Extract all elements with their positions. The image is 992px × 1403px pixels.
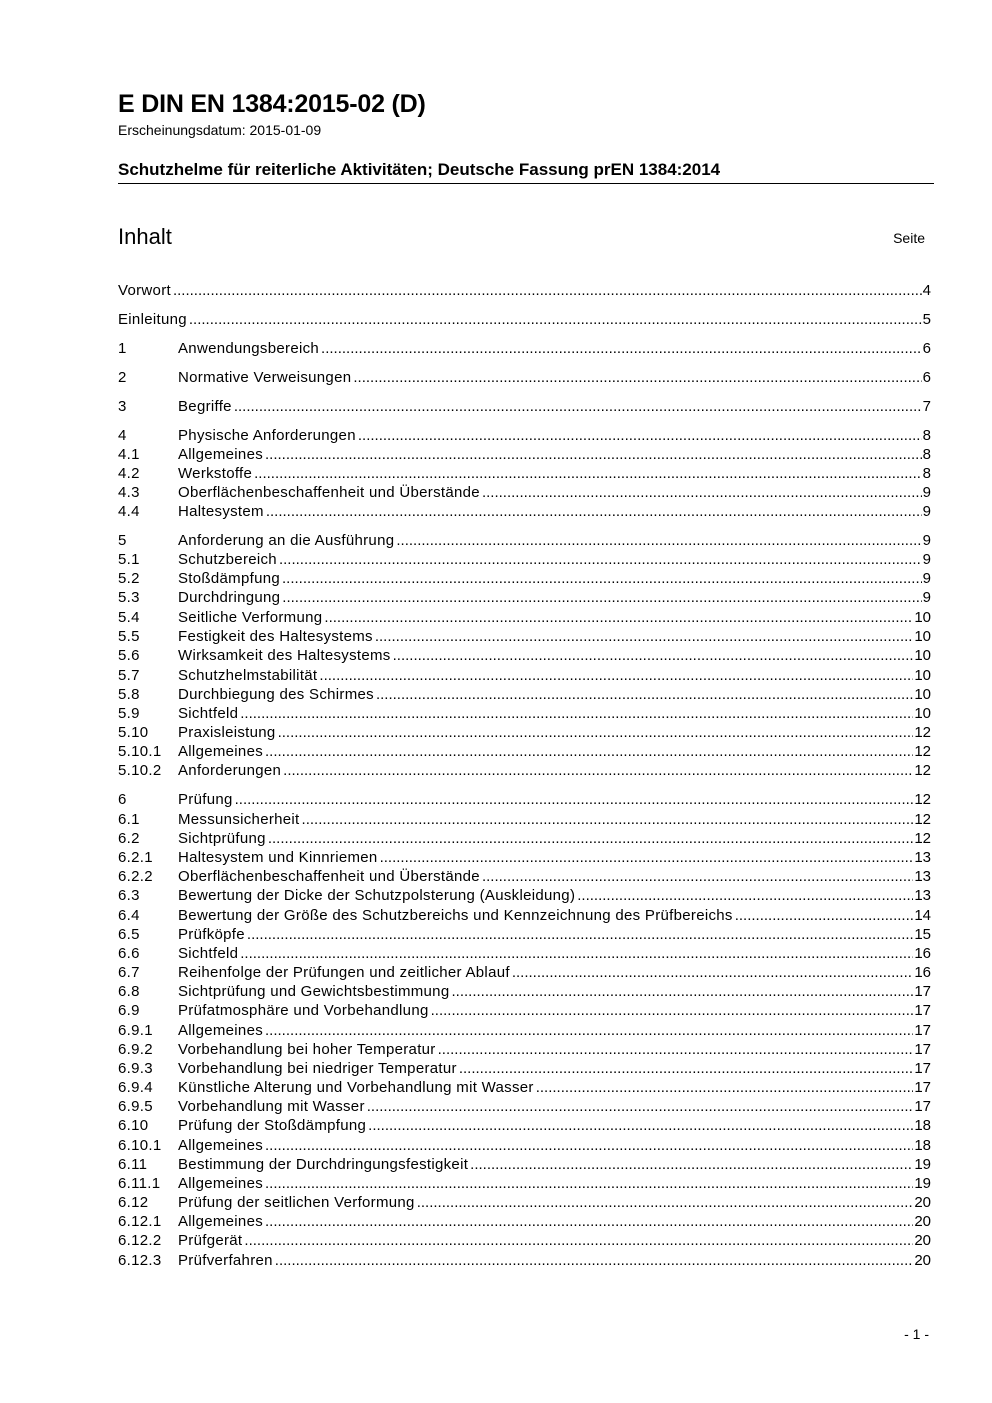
toc-entry-leader-line xyxy=(178,867,931,886)
toc-entry[interactable] xyxy=(118,761,931,780)
toc-entry-title: Praxisleistung xyxy=(178,724,276,741)
toc-entry-number: 6.12 xyxy=(118,1194,149,1211)
toc-entry-dot-leader xyxy=(482,867,913,886)
toc-entry[interactable] xyxy=(118,1059,931,1078)
toc-entry-dot-leader xyxy=(173,281,922,300)
toc-entry[interactable] xyxy=(118,886,931,905)
toc-entry-dot-leader xyxy=(279,550,922,569)
toc-entry[interactable] xyxy=(118,1136,931,1155)
toc-entry-page-number: 12 xyxy=(914,724,931,741)
toc-entry-page-number: 20 xyxy=(914,1194,931,1211)
toc-entry-number: 6.9.4 xyxy=(118,1079,153,1096)
toc-entry-dot-leader xyxy=(319,666,913,685)
toc-entry-title: Allgemeines xyxy=(178,446,264,463)
toc-entry-page-number: 12 xyxy=(914,811,931,828)
toc-entry-page-number: 15 xyxy=(914,926,931,943)
document-title: E DIN EN 1384:2015-02 (D) xyxy=(118,90,426,118)
toc-entry-page-number: 17 xyxy=(914,983,931,1000)
toc-entry-leader-line xyxy=(178,982,931,1001)
toc-entry-number: 4.1 xyxy=(118,446,140,463)
toc-entry-dot-leader xyxy=(265,445,922,464)
toc-entry-number: 6.4 xyxy=(118,907,140,924)
toc-entry-number: 5.10 xyxy=(118,724,149,741)
toc-entry-leader-line xyxy=(178,339,931,358)
toc-entry[interactable] xyxy=(118,1116,931,1135)
toc-entry-page-number: 20 xyxy=(914,1252,931,1269)
toc-entry-page-number: 10 xyxy=(914,609,931,626)
toc-entry-page-number: 18 xyxy=(914,1117,931,1134)
toc-entry-page-number: 9 xyxy=(922,570,931,587)
toc-entry[interactable] xyxy=(118,1212,931,1231)
toc-entry[interactable] xyxy=(118,982,931,1001)
toc-entry-page-number: 17 xyxy=(914,1098,931,1115)
toc-entry[interactable] xyxy=(118,550,931,569)
toc-entry-title: Prüfung der Stoßdämpfung xyxy=(178,1117,367,1134)
toc-entry-leader-line xyxy=(178,569,931,588)
toc-entry-leader-line xyxy=(178,426,931,445)
toc-entry-number: 4 xyxy=(118,427,127,444)
toc-entry[interactable] xyxy=(118,368,931,387)
toc-entry-leader-line xyxy=(178,886,931,905)
toc-entry-number: 6.11 xyxy=(118,1156,148,1173)
toc-entry-number: 6.9.3 xyxy=(118,1060,153,1077)
toc-entry-leader-line xyxy=(178,397,931,416)
toc-entry-title: Oberflächenbeschaffenheit und Überstände xyxy=(178,868,480,885)
toc-entry-page-number: 8 xyxy=(922,427,931,444)
toc-entry-title: Schutzbereich xyxy=(178,551,277,568)
toc-entry-title: Prüfung der seitlichen Verformung xyxy=(178,1194,415,1211)
toc-entry-leader-line xyxy=(178,368,931,387)
toc-entry-number: 6.8 xyxy=(118,983,140,1000)
toc-entry[interactable] xyxy=(118,829,931,848)
toc-entry-number: 4.2 xyxy=(118,465,140,482)
toc-entry-title: Festigkeit des Haltesystems xyxy=(178,628,373,645)
toc-entry-leader-line xyxy=(178,502,931,521)
toc-entry[interactable] xyxy=(118,483,931,502)
toc-entry-leader-line xyxy=(178,483,931,502)
toc-entry[interactable] xyxy=(118,790,931,809)
toc-entry-number: 6.7 xyxy=(118,964,140,981)
toc-entry-leader-line xyxy=(178,1212,931,1231)
document-subtitle: Schutzhelme für reiterliche Aktivitäten; Deutsche Fassung prEN 1384:2014 xyxy=(118,160,721,179)
toc-entry-page-number: 9 xyxy=(922,532,931,549)
toc-entry-dot-leader xyxy=(266,502,922,521)
toc-entry[interactable] xyxy=(118,848,931,867)
toc-entry[interactable] xyxy=(118,1021,931,1040)
toc-entry-leader-line xyxy=(178,848,931,867)
toc-entry-number: 6.6 xyxy=(118,945,140,962)
toc-entry-number: 6.9.2 xyxy=(118,1041,153,1058)
toc-entry-leader-line xyxy=(178,906,931,925)
toc-entry-page-number: 20 xyxy=(914,1213,931,1230)
toc-entry-title: Seitliche Verformung xyxy=(178,609,323,626)
toc-entry-leader-line xyxy=(178,646,931,665)
toc-entry[interactable] xyxy=(118,723,931,742)
toc-entry[interactable] xyxy=(118,310,931,329)
toc-entry-number: 5.5 xyxy=(118,628,140,645)
toc-entry-leader-line xyxy=(178,464,931,483)
toc-entry-title: Prüfung xyxy=(178,791,233,808)
toc-entry-leader-line xyxy=(178,761,931,780)
toc-heading: Inhalt xyxy=(118,224,172,249)
toc-entry-leader-line xyxy=(178,1097,931,1116)
toc-entry-page-number: 5 xyxy=(922,311,931,328)
toc-entry-page-number: 8 xyxy=(922,446,931,463)
toc-entry-page-number: 7 xyxy=(922,398,931,415)
toc-entry-title: Begriffe xyxy=(178,398,232,415)
toc-entry-dot-leader xyxy=(417,1193,914,1212)
toc-entry-dot-leader xyxy=(278,723,914,742)
toc-entry-leader-line xyxy=(178,1116,931,1135)
toc-entry[interactable] xyxy=(118,666,931,685)
toc-entry-number: 6.2.1 xyxy=(118,849,153,866)
toc-entry-title: Reihenfolge der Prüfungen und zeitlicher Ablauf xyxy=(178,964,510,981)
toc-entry-page-number: 19 xyxy=(914,1156,931,1173)
toc-entry-title: Physische Anforderungen xyxy=(178,427,356,444)
toc-entry-leader-line xyxy=(178,790,931,809)
toc-entry-number: 6.5 xyxy=(118,926,140,943)
toc-entry-leader-line xyxy=(178,1251,931,1270)
toc-entry-page-number: 10 xyxy=(914,667,931,684)
toc-entry-page-number: 6 xyxy=(922,369,931,386)
toc-entry-title: Oberflächenbeschaffenheit und Überstände xyxy=(178,484,480,501)
toc-entry-title: Anforderung an die Ausführung xyxy=(178,532,395,549)
toc-entry-title: Vorbehandlung bei niedriger Temperatur xyxy=(178,1060,457,1077)
toc-entry-page-number: 19 xyxy=(914,1175,931,1192)
toc-entry-title: Schutzhelmstabilität xyxy=(178,667,318,684)
toc-entry[interactable] xyxy=(118,1231,931,1250)
toc-entry-page-number: 10 xyxy=(914,647,931,664)
toc-entry-dot-leader xyxy=(302,810,914,829)
toc-entry[interactable] xyxy=(118,608,931,627)
toc-entry-leader-line xyxy=(178,1021,931,1040)
toc-entry[interactable] xyxy=(118,464,931,483)
toc-entry[interactable] xyxy=(118,531,931,550)
toc-entry-leader-line xyxy=(178,1136,931,1155)
toc-entry-number: 5.9 xyxy=(118,705,140,722)
toc-entry[interactable] xyxy=(118,867,931,886)
toc-entry[interactable] xyxy=(118,281,931,300)
toc-entry-dot-leader xyxy=(470,1155,913,1174)
toc-entry-leader-line xyxy=(178,1231,931,1250)
toc-entry-dot-leader xyxy=(393,646,914,665)
toc-entry-number: 6.9 xyxy=(118,1002,140,1019)
toc-entry[interactable] xyxy=(118,685,931,704)
toc-entry-dot-leader xyxy=(451,982,913,1001)
toc-entry-dot-leader xyxy=(324,608,913,627)
toc-entry-number: 6.1 xyxy=(118,811,140,828)
toc-entry-title: Werkstoffe xyxy=(178,465,253,482)
toc-entry-dot-leader xyxy=(735,906,914,925)
toc-entry[interactable] xyxy=(118,704,931,723)
toc-entry-dot-leader xyxy=(247,925,913,944)
toc-entry-page-number: 20 xyxy=(914,1232,931,1249)
toc-entry-dot-leader xyxy=(431,1001,914,1020)
toc-entry-number: 3 xyxy=(118,398,127,415)
toc-entry-title: Stoßdämpfung xyxy=(178,570,280,587)
toc-entry-leader-line xyxy=(178,608,931,627)
toc-entry-number: 5.2 xyxy=(118,570,140,587)
toc-entry[interactable] xyxy=(118,1193,931,1212)
toc-entry-dot-leader xyxy=(438,1040,914,1059)
toc-entry-title: Prüfköpfe xyxy=(178,926,245,943)
toc-entry-dot-leader xyxy=(577,886,913,905)
toc-entry-leader-line xyxy=(178,588,931,607)
toc-entry[interactable] xyxy=(118,963,931,982)
toc-entry-dot-leader xyxy=(265,1174,913,1193)
toc-entry-title: Haltesystem und Kinnriemen xyxy=(178,849,378,866)
toc-entry-leader-line xyxy=(178,1040,931,1059)
toc-entry-title: Künstliche Alterung und Vorbehandlung mit Wasser xyxy=(178,1079,534,1096)
toc-entry-dot-leader xyxy=(234,397,922,416)
toc-entry-title: Allgemeines xyxy=(178,743,264,760)
toc-entry-dot-leader xyxy=(358,426,922,445)
toc-entry-leader-line xyxy=(178,963,931,982)
toc-entry[interactable] xyxy=(118,502,931,521)
toc-entry-page-number: 13 xyxy=(914,887,931,904)
toc-entry-page-number: 12 xyxy=(914,743,931,760)
toc-entry-title: Prüfgerät xyxy=(178,1232,243,1249)
toc-entry-dot-leader xyxy=(536,1078,914,1097)
toc-entry[interactable] xyxy=(118,569,931,588)
toc-entry-number: 6.11.1 xyxy=(118,1175,161,1192)
toc-entry-leader-line xyxy=(178,1078,931,1097)
toc-entry-page-number: 17 xyxy=(914,1060,931,1077)
toc-entry-number: 6.12.3 xyxy=(118,1252,162,1269)
toc-entry-leader-line xyxy=(178,1155,931,1174)
toc-entry-title: Durchbiegung des Schirmes xyxy=(178,686,374,703)
toc-entry-dot-leader xyxy=(265,1021,913,1040)
toc-entry[interactable] xyxy=(118,1078,931,1097)
toc-entry-title: Vorwort xyxy=(118,282,171,299)
toc-entry-title: Anforderungen xyxy=(178,762,282,779)
toc-entry-dot-leader xyxy=(368,1116,913,1135)
toc-entry-title: Messunsicherheit xyxy=(178,811,300,828)
toc-entry-number: 6.10 xyxy=(118,1117,149,1134)
toc-entry-page-number: 17 xyxy=(914,1022,931,1039)
toc-entry-page-number: 14 xyxy=(914,907,931,924)
toc-entry[interactable] xyxy=(118,925,931,944)
toc-entry-page-number: 10 xyxy=(914,628,931,645)
toc-entry-leader-line xyxy=(178,627,931,646)
toc-entry-number: 6.12.1 xyxy=(118,1213,162,1230)
toc-entry-title: Anwendungsbereich xyxy=(178,340,320,357)
toc-entry-number: 6.10.1 xyxy=(118,1137,162,1154)
toc-entry[interactable] xyxy=(118,397,931,416)
toc-entry-leader-line xyxy=(178,742,931,761)
toc-entry-dot-leader xyxy=(244,1231,913,1250)
toc-entry-page-number: 6 xyxy=(922,340,931,357)
toc-entry-number: 5.4 xyxy=(118,609,140,626)
toc-entry-page-number: 17 xyxy=(914,1002,931,1019)
toc-entry-dot-leader xyxy=(282,588,921,607)
toc-entry[interactable] xyxy=(118,627,931,646)
toc-entry-title: Sichtprüfung xyxy=(178,830,266,847)
toc-entry-number: 4.3 xyxy=(118,484,140,501)
toc-entry-page-number: 13 xyxy=(914,868,931,885)
toc-entry-page-number: 16 xyxy=(914,945,931,962)
toc-page-column-label: Seite xyxy=(893,230,925,246)
table-of-contents xyxy=(118,0,931,1403)
toc-entry-title: Haltesystem xyxy=(178,503,264,520)
toc-entry-number: 6 xyxy=(118,791,127,808)
toc-entry-page-number: 10 xyxy=(914,705,931,722)
toc-entry-page-number: 17 xyxy=(914,1041,931,1058)
toc-entry-dot-leader xyxy=(396,531,921,550)
toc-entry-title: Bewertung der Dicke der Schutzpolsterung (Auskleidung) xyxy=(178,887,576,904)
toc-entry-leader-line xyxy=(178,445,931,464)
toc-entry-page-number: 8 xyxy=(922,465,931,482)
toc-entry-dot-leader xyxy=(283,761,913,780)
toc-entry[interactable] xyxy=(118,339,931,358)
toc-entry-leader-line xyxy=(178,1059,931,1078)
toc-entry-dot-leader xyxy=(268,829,913,848)
toc-entry[interactable] xyxy=(118,810,931,829)
toc-entry-number: 5.10.1 xyxy=(118,743,162,760)
toc-entry-dot-leader xyxy=(376,685,913,704)
toc-entry-page-number: 9 xyxy=(922,484,931,501)
page-number: - 1 - xyxy=(904,1326,929,1342)
toc-entry[interactable] xyxy=(118,426,931,445)
toc-entry-dot-leader xyxy=(240,944,913,963)
toc-entry-leader-line xyxy=(178,531,931,550)
toc-entry-dot-leader xyxy=(265,1212,913,1231)
toc-entry-number: 5.6 xyxy=(118,647,140,664)
toc-entry-leader-line xyxy=(178,666,931,685)
toc-entry-dot-leader xyxy=(375,627,913,646)
toc-entry-title: Sichtfeld xyxy=(178,705,239,722)
toc-entry-page-number: 9 xyxy=(922,551,931,568)
toc-entry-page-number: 12 xyxy=(914,791,931,808)
toc-entry-title: Sichtfeld xyxy=(178,945,239,962)
toc-entry-number: 6.9.5 xyxy=(118,1098,153,1115)
toc-entry-leader-line xyxy=(178,810,931,829)
toc-entry-title: Vorbehandlung bei hoher Temperatur xyxy=(178,1041,436,1058)
toc-entry-number: 4.4 xyxy=(118,503,140,520)
toc-entry-page-number: 13 xyxy=(914,849,931,866)
toc-entry-leader-line xyxy=(178,550,931,569)
toc-entry-page-number: 17 xyxy=(914,1079,931,1096)
toc-entry-dot-leader xyxy=(189,310,922,329)
toc-entry-page-number: 9 xyxy=(922,503,931,520)
toc-entry-dot-leader xyxy=(321,339,922,358)
toc-entry-dot-leader xyxy=(275,1251,914,1270)
toc-entry-title: Normative Verweisungen xyxy=(178,369,352,386)
toc-entry-number: 2 xyxy=(118,369,127,386)
toc-entry-dot-leader xyxy=(235,790,914,809)
toc-entry-title: Durchdringung xyxy=(178,589,281,606)
toc-entry-leader-line xyxy=(178,704,931,723)
toc-entry[interactable] xyxy=(118,1097,931,1116)
toc-entry-page-number: 12 xyxy=(914,762,931,779)
toc-entry-page-number: 16 xyxy=(914,964,931,981)
toc-entry-dot-leader xyxy=(282,569,922,588)
toc-entry-dot-leader xyxy=(459,1059,914,1078)
toc-entry-title: Prüfverfahren xyxy=(178,1252,273,1269)
toc-entry-leader-line xyxy=(178,1193,931,1212)
toc-entry[interactable] xyxy=(118,646,931,665)
toc-entry[interactable] xyxy=(118,906,931,925)
toc-entry-leader-line xyxy=(178,685,931,704)
toc-entry-number: 5.10.2 xyxy=(118,762,162,779)
toc-entry-number: 5 xyxy=(118,532,127,549)
toc-entry-dot-leader xyxy=(265,742,913,761)
toc-entry-number: 6.9.1 xyxy=(118,1022,153,1039)
toc-entry-page-number: 9 xyxy=(922,589,931,606)
publication-date: Erscheinungsdatum: 2015-01-09 xyxy=(118,122,322,138)
toc-entry[interactable] xyxy=(118,1001,931,1020)
toc-entry-leader-line xyxy=(118,281,931,300)
toc-entry-title: Wirksamkeit des Haltesystems xyxy=(178,647,391,664)
toc-entry-title: Bestimmung der Durchdringungsfestigkeit xyxy=(178,1156,469,1173)
toc-entry[interactable] xyxy=(118,588,931,607)
toc-entry[interactable] xyxy=(118,445,931,464)
toc-entry-number: 6.3 xyxy=(118,887,140,904)
toc-entry-dot-leader xyxy=(265,1136,913,1155)
toc-entry-title: Allgemeines xyxy=(178,1213,264,1230)
toc-entry-title: Bewertung der Größe des Schutzbereichs und Kennzeichnung des Prüfbereichs xyxy=(178,907,733,924)
toc-entry-leader-line xyxy=(178,723,931,742)
toc-entry-leader-line xyxy=(118,310,931,329)
toc-entry-number: 5.3 xyxy=(118,589,140,606)
toc-entry-dot-leader xyxy=(353,368,921,387)
toc-entry-page-number: 4 xyxy=(922,282,931,299)
toc-entry-title: Allgemeines xyxy=(178,1175,264,1192)
toc-entry-number: 1 xyxy=(118,340,127,357)
toc-entry-number: 5.7 xyxy=(118,667,140,684)
toc-entry-dot-leader xyxy=(380,848,914,867)
toc-entry-title: Allgemeines xyxy=(178,1137,264,1154)
toc-entry-dot-leader xyxy=(512,963,913,982)
toc-entry-number: 6.12.2 xyxy=(118,1232,162,1249)
toc-entry-dot-leader xyxy=(482,483,922,502)
toc-entry-title: Prüfatmosphäre und Vorbehandlung xyxy=(178,1002,429,1019)
toc-entry-page-number: 12 xyxy=(914,830,931,847)
toc-entry-title: Allgemeines xyxy=(178,1022,264,1039)
toc-entry[interactable] xyxy=(118,1251,931,1270)
toc-entry-leader-line xyxy=(178,1001,931,1020)
toc-entry[interactable] xyxy=(118,944,931,963)
toc-entry-number: 5.1 xyxy=(118,551,140,568)
toc-entry-page-number: 10 xyxy=(914,686,931,703)
toc-entry[interactable] xyxy=(118,742,931,761)
toc-entry-leader-line xyxy=(178,829,931,848)
toc-entry-title: Sichtprüfung und Gewichtsbestimmung xyxy=(178,983,450,1000)
toc-entry[interactable] xyxy=(118,1155,931,1174)
toc-entry-title: Einleitung xyxy=(118,311,187,328)
toc-entry-leader-line xyxy=(178,1174,931,1193)
toc-entry-number: 5.8 xyxy=(118,686,140,703)
toc-entry-leader-line xyxy=(178,944,931,963)
toc-entry[interactable] xyxy=(118,1040,931,1059)
toc-entry-title: Vorbehandlung mit Wasser xyxy=(178,1098,365,1115)
toc-entry-leader-line xyxy=(178,925,931,944)
toc-entry-number: 6.2.2 xyxy=(118,868,153,885)
toc-entry-dot-leader xyxy=(254,464,922,483)
toc-entry-number: 6.2 xyxy=(118,830,140,847)
toc-entry-dot-leader xyxy=(367,1097,914,1116)
toc-entry[interactable] xyxy=(118,1174,931,1193)
toc-entry-page-number: 18 xyxy=(914,1137,931,1154)
toc-entry-dot-leader xyxy=(240,704,913,723)
